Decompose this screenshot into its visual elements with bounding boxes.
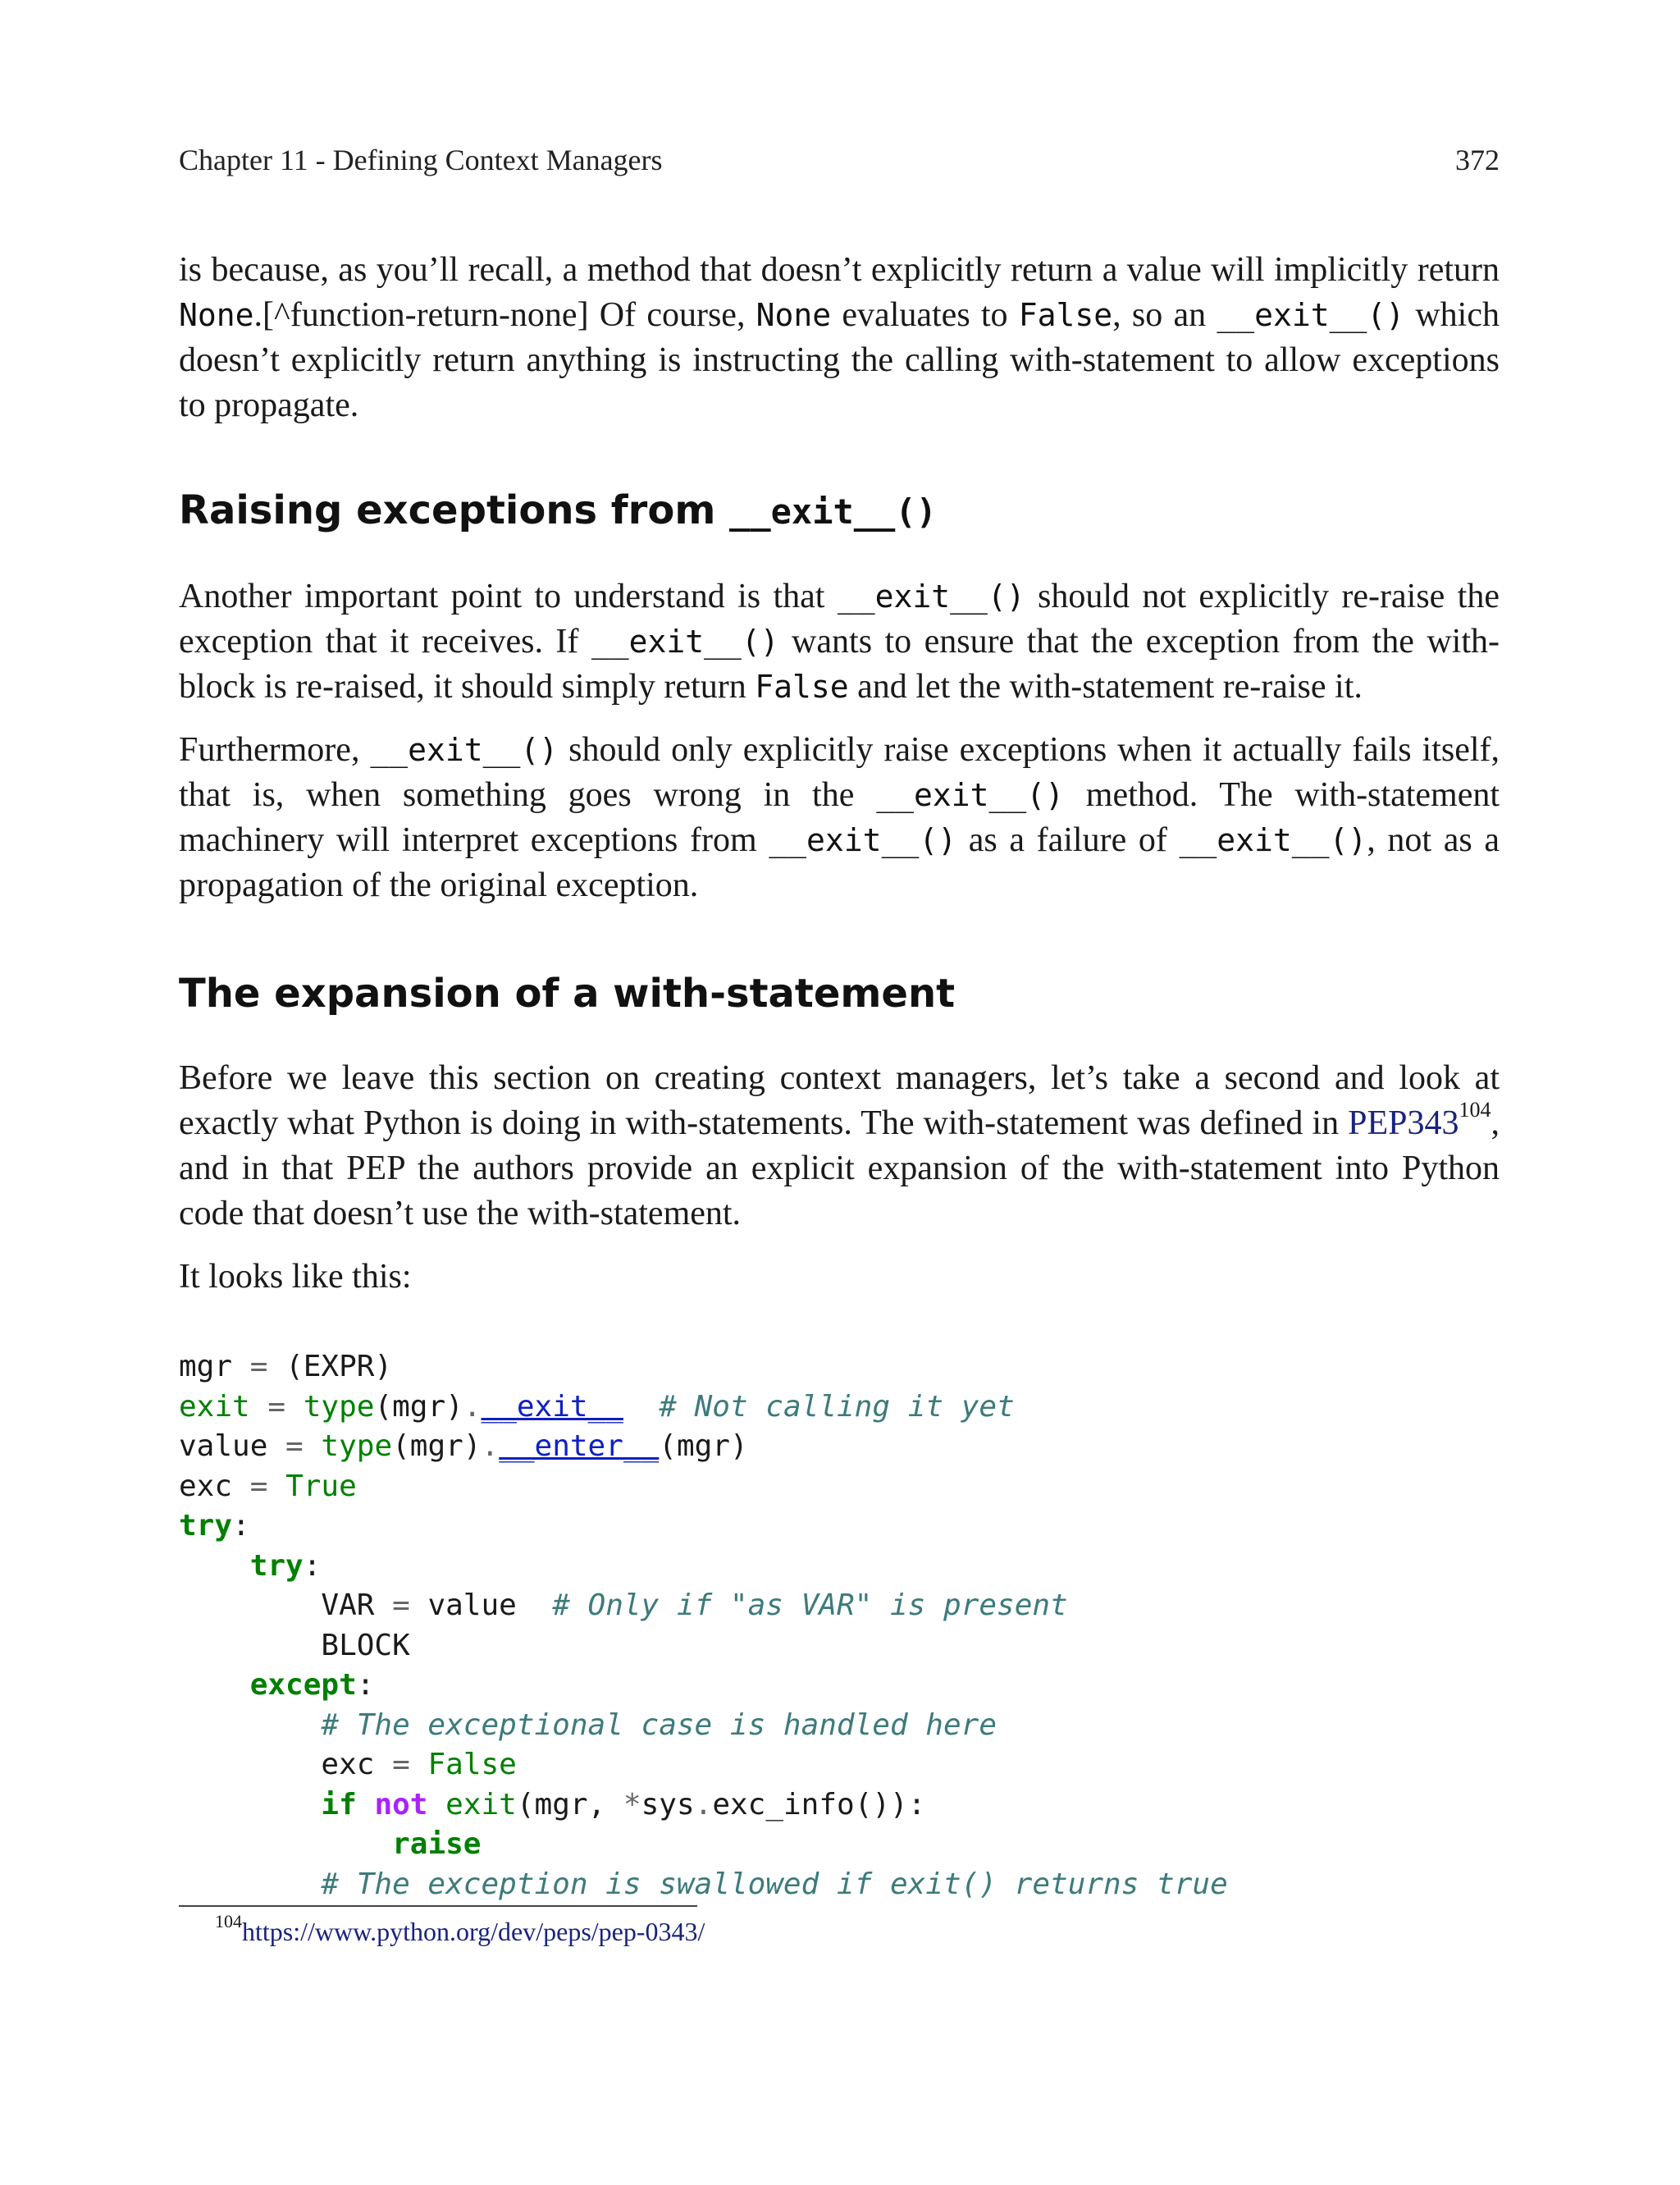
code-line: exc = True: [179, 1469, 357, 1503]
code-line: if not exit(mgr, *sys.exc_info()):: [321, 1787, 926, 1822]
text-run: is because, as you’ll recall, a method that doesn’t explicitly return a value will implicitly return: [179, 251, 1500, 289]
text-run: wants to ensure that the exception from the with-block is re-raised, it should simply return: [179, 623, 1500, 706]
text-run: should only explicitly raise exceptions when it actually fails itself, that is, when something goes wrong in the: [179, 731, 1500, 814]
inline-code: __exit__(): [769, 822, 957, 858]
footnote: [215, 1911, 705, 1947]
code-line: try:: [249, 1548, 322, 1583]
footnote-url-link[interactable]: https://www.python.org/dev/peps/pep-0343/: [242, 1917, 705, 1946]
code-line: BLOCK: [321, 1628, 410, 1662]
inline-code: __exit__(): [837, 578, 1025, 615]
code-line: except:: [249, 1668, 375, 1702]
running-head: [179, 143, 1500, 177]
footnote-divider: [179, 1905, 697, 1907]
page-number: 372: [1455, 144, 1500, 176]
inline-code: __exit__(): [1217, 297, 1405, 333]
inline-code: None: [179, 297, 254, 333]
text-run: method. The with-statement machinery will interpret exceptions from: [179, 776, 1500, 859]
paragraph-no-reraise: [179, 574, 1500, 710]
paragraph-raise-on-failure: [179, 728, 1500, 908]
text-run: evaluates to: [831, 296, 1019, 334]
text-run: as a failure of: [956, 821, 1180, 859]
inline-code: False: [755, 669, 849, 705]
code-line: value = type(mgr).__enter__(mgr): [179, 1429, 748, 1463]
pep343-link[interactable]: PEP343: [1348, 1104, 1459, 1142]
section-heading-raising-exceptions: [179, 486, 1500, 537]
paragraph-looks-like: It looks like this:: [179, 1258, 412, 1296]
text-run: Furthermore,: [179, 731, 371, 769]
code-line: VAR = value # Only if "as VAR" is present: [321, 1588, 1068, 1622]
section-heading-expansion: The expansion of a with-statement: [179, 971, 956, 1017]
text-run: .[^function-return-none] Of course,: [253, 296, 756, 334]
inline-code: None: [756, 297, 832, 333]
footnote-ref[interactable]: 104: [1459, 1098, 1491, 1122]
inline-code: __exit__(): [370, 732, 559, 768]
chapter-title: Chapter 11 - Defining Context Managers: [179, 144, 663, 176]
text-run: Another important point to understand is that: [179, 578, 838, 615]
footnote-number: 104: [215, 1911, 242, 1932]
code-line: raise: [392, 1827, 482, 1861]
text-run: , so an: [1112, 296, 1217, 334]
text-run: which doesn’t explicitly return anything is instructing the calling with-statement to allow exceptions to propagate.: [179, 296, 1500, 424]
text-run: should not explicitly re-raise the exception that it receives. If: [179, 578, 1500, 661]
paragraph-pep343: [179, 1056, 1500, 1236]
code-block: [179, 1347, 1500, 1904]
code-line: exit = type(mgr).__exit__ # Not calling it yet: [179, 1389, 1015, 1424]
inline-code: __exit__(): [876, 777, 1064, 813]
code-line: exc = False: [321, 1748, 517, 1781]
paragraph-return-none: [179, 248, 1500, 428]
text-run: , and in that PEP the authors provide an explicit expansion of the with-statement into Python code that doesn’t use the with-statement.: [179, 1104, 1500, 1232]
inline-code: __exit__(): [1179, 822, 1367, 858]
code-line: # The exception is swallowed if exit() returns true: [321, 1867, 1228, 1901]
text-run: and let the with-statement re-raise it.: [848, 668, 1363, 706]
code-line: # The exceptional case is handled here: [321, 1707, 997, 1742]
code-line: mgr = (EXPR): [179, 1350, 393, 1383]
inline-code: False: [1018, 297, 1113, 333]
heading-text: Raising exceptions from: [179, 487, 730, 533]
text-run: Before we leave this section on creating context managers, let’s take a second and look at exactly what Python is doing in with-statements. The with-statement was defined in: [179, 1059, 1500, 1142]
heading-code: __exit__(): [729, 491, 937, 532]
inline-code: __exit__(): [591, 624, 779, 660]
text-run: , not as a propagation of the original exception.: [179, 821, 1500, 904]
code-line: try:: [179, 1509, 250, 1543]
page-content: [179, 248, 1500, 1904]
